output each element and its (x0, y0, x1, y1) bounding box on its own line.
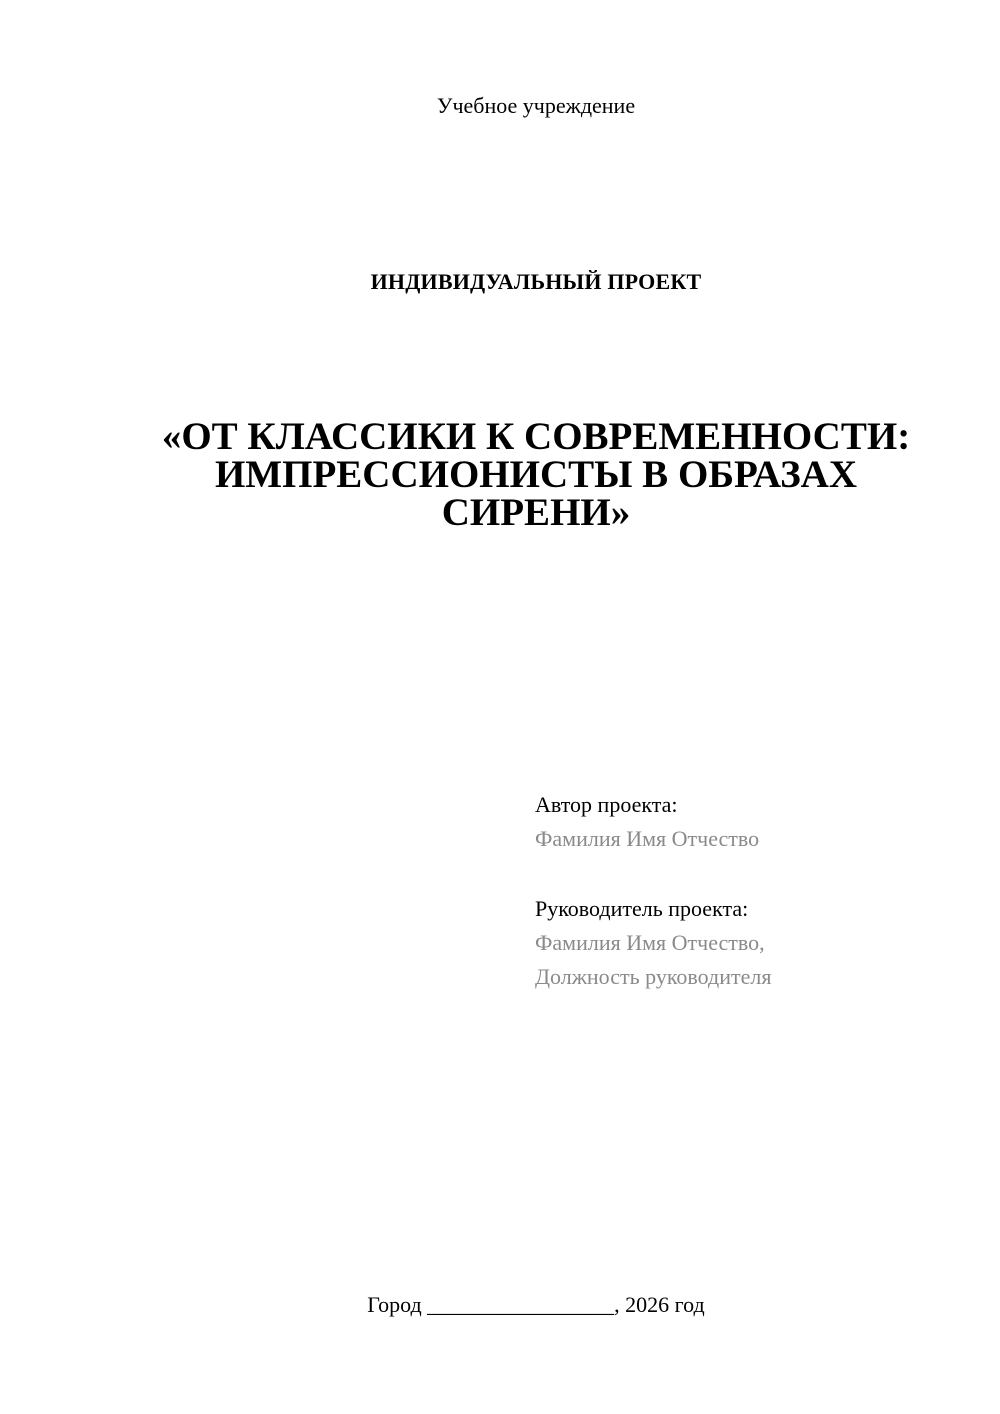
credits-spacer (535, 856, 975, 892)
project-credits (535, 788, 975, 994)
document-type: ИНДИВИДУАЛЬНЫЙ ПРОЕКТ (370, 269, 702, 294)
project-title-line-1: «ОТ КЛАССИКИ К СОВРЕМЕННОСТИ: (161, 415, 911, 458)
project-title-line-2: ИМПРЕССИОНИСТЫ В ОБРАЗАХ (214, 453, 858, 496)
supervisor-name: Фамилия Имя Отчество, (535, 930, 765, 955)
institution-name: Учебное учреждение (436, 93, 636, 118)
project-title (160, 415, 912, 534)
supervisor-position: Должность руководителя (535, 964, 772, 989)
supervisor-label: Руководитель проекта: (535, 896, 749, 921)
city-year-line: Город _________________, 2026 год (367, 1292, 705, 1317)
author-label: Автор проекта: (535, 792, 678, 817)
project-title-line-3: СИРЕНИ» (441, 491, 631, 534)
author-name: Фамилия Имя Отчество (535, 826, 760, 851)
